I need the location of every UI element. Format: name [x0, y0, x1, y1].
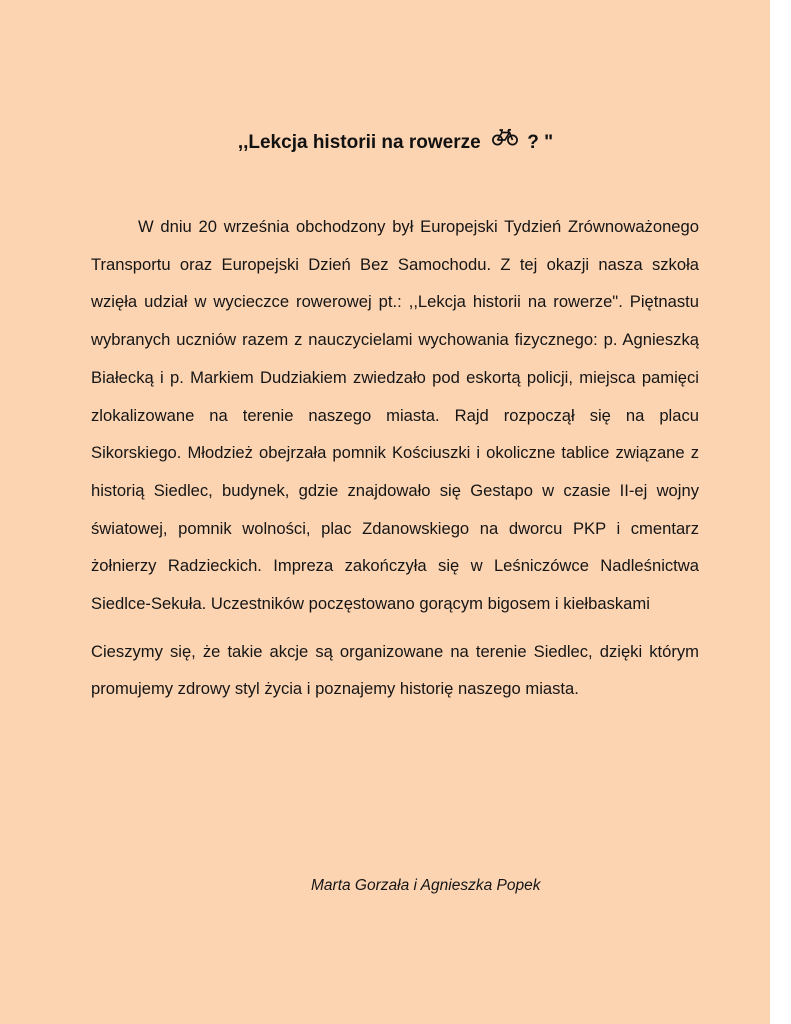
paragraph-1: W dniu 20 września obchodzony był Europejski Tydzień Zrównoważonego Transportu oraz Europejski Dzień Bez Samochodu. Z tej okazji nasza szkoła wzięła udział w wycieczce rowerowej pt.: ,,Lekcja historii na rowerze". Piętnastu wybranych uczniów razem z nauczycielami wychowania fizycznego: p. Agnieszką Białecką i p. Markiem Dudziakiem zwiedzało pod eskortą policji, miejsca pamięci zlokalizowane na terenie naszego miasta. Rajd rozpoczął się na placu Sikorskiego. Młodzież obejrzała pomnik Kościuszki i okoliczne tablice związane z historią Siedlec, budynek, gdzie znajdowało się Gestapo w czasie II-ej wojny światowej, pomnik wolności, plac Zdanowskiego na dworcu PKP i cmentarz żołnierzy Radzieckich. Impreza zakończyła się w Leśniczówce Nadleśnictwa Siedlce-Sekuła. Uczestników poczęstowano gorącym bigosem i kiełbaskami: [91, 217, 699, 614]
title-main-text: ,,Lekcja historii na rowerze: [237, 132, 481, 154]
article-body: [91, 208, 699, 708]
document-title: [0, 131, 791, 155]
bicycle-icon: [492, 128, 518, 152]
paragraph-2: Cieszymy się, że takie akcje są organizowane na terenie Siedlec, dzięki którym promujemy zdrowy styl życia i poznajemy historię naszego miasta.: [91, 641, 699, 699]
signature: Marta Gorzała i Agnieszka Popek: [311, 877, 541, 894]
title-end-text: ? ": [527, 132, 554, 154]
